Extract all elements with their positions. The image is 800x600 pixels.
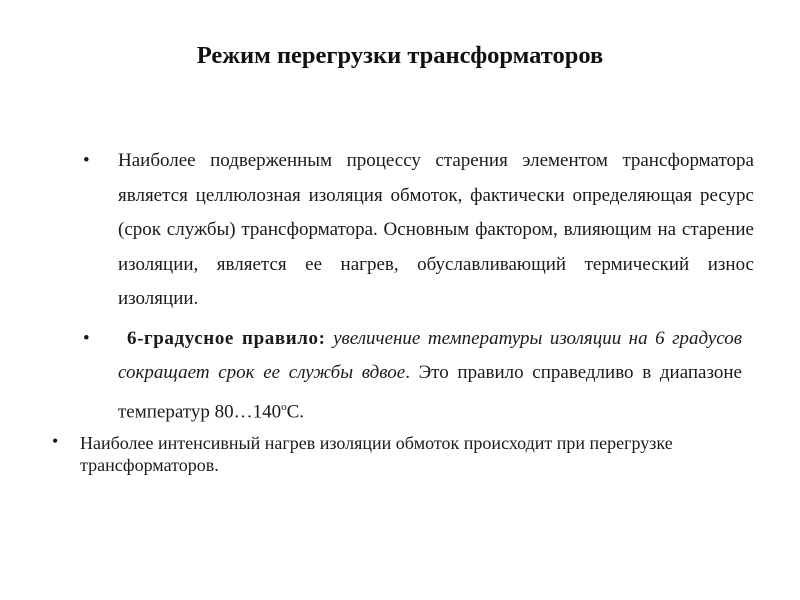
bullet-icon: • [83,150,90,171]
bullet-paragraph-six-degree-rule [118,322,742,429]
bullet-icon: • [52,431,59,451]
bullet-paragraph-overload: Наиболее интенсивный нагрев изоляции обмоток происходит при перегрузке трансформаторов. [80,433,673,475]
degree-sign: о [281,401,287,413]
rule-range-text: . Это правило справедливо в диапазоне температур 80…140 [118,362,742,423]
bullet-paragraph-aging: Наиболее подверженным процессу старения элементом трансформатора является целлюлозная изоляция обмоток, фактически определяющая ресурс (срок службы) трансформатора. Основным фактором, влияющим на старение изоляции, является ее нагрев, обуславливающий термический износ изоляции. [118,150,754,309]
rule-term: 6-градусное правило: [127,328,326,349]
temperature-unit: С. [286,401,305,423]
bullet-icon: • [83,328,90,349]
rule-statement: увеличение температуры изоляции на 6 градусов сокращает срок ее службы вдвое [118,328,743,383]
slide-title: Режим перегрузки трансформаторов [196,42,604,69]
